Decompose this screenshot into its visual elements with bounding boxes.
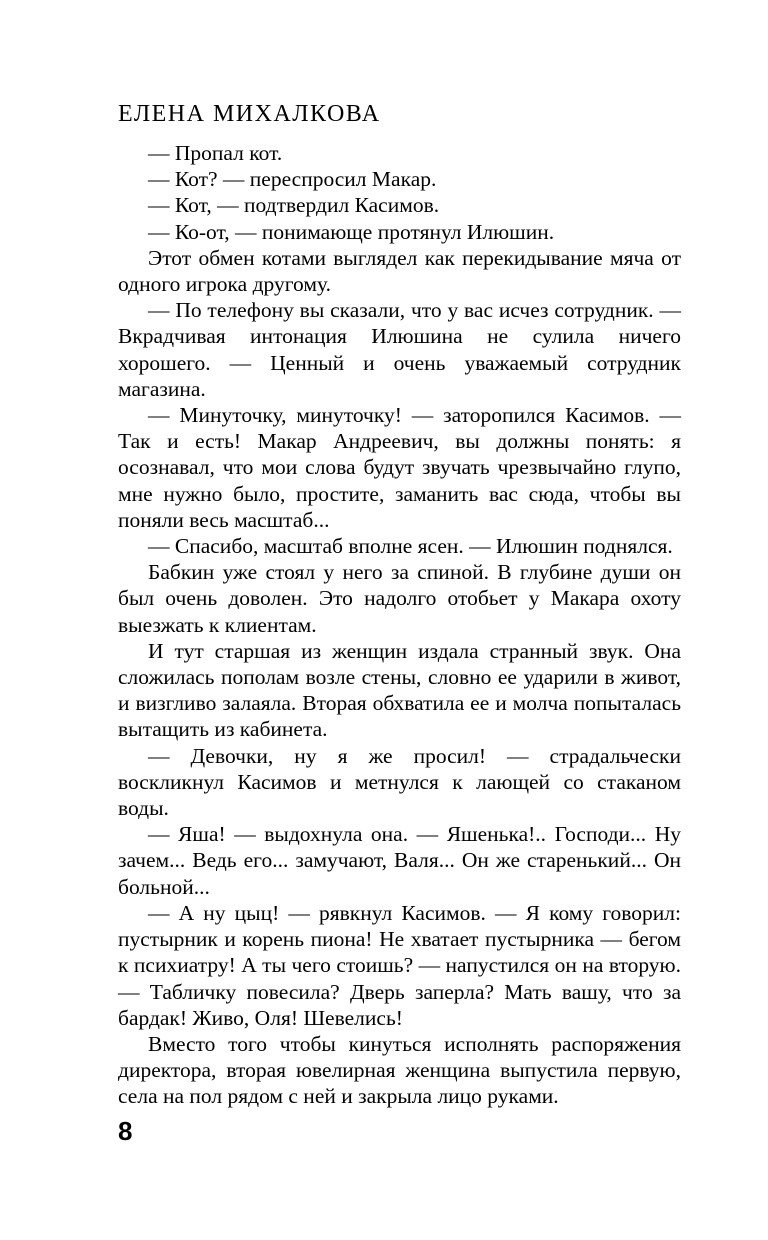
paragraph: — Спасибо, масштаб вполне ясен. — Илюшин поднялся. [148,534,673,559]
paragraph: — Пропал кот. [148,141,283,165]
paragraph: — Минуточку, минуточку! — заторопился Касимов. — Так и есть! Макар Андреевич, вы должны понять: я осознавал, что мои слова будут звучать чрезвычайно глупо, мне нужно было, простите, заманить вас сюда, чтобы вы поняли весь масштаб... [118,403,681,532]
paragraph: Вместо того чтобы кинуться исполнять распоряжения директора, вторая ювелирная женщина выпустила первую, села на пол рядом с ней и закрыла лицо руками. [118,1031,681,1109]
paragraph: Бабкин уже стоял у него за спиной. В глубине души он был очень доволен. Это надолго отобьет у Макара охоту выезжать к клиентам. [118,560,681,637]
paragraph: — Девочки, ну я же просил! — страдальчески воскликнул Касимов и метнулся к лающей со стаканом воды. [118,743,681,821]
paragraph: — Ко-от, — понимающе протянул Илюшин. [148,219,555,244]
paragraph: — Яша! — выдохнула она. — Яшенька!.. Господи... Ну зачем... Ведь его... замучают, Валя... Он же старенький... Он больной... [118,822,681,899]
paragraph: — Кот, — подтвердил Касимов. [148,193,440,218]
paragraph: — А ну цыц! — рявкнул Касимов. — Я кому говорил: пустырник и корень пиона! Не хватает пустырника — бегом к психиатру! А ты чего стоишь? — напустился он на вторую. — Табличку повесила? Дверь заперла? Мать вашу, что за бардак! Живо, Оля! Шевелись! [118,900,681,1030]
paragraph: — Кот? — переспросил Макар. [148,167,437,192]
paragraph: И тут старшая из женщин издала странный звук. Она сложилась пополам возле стены, словно ее ударили в живот, и визгливо залаяла. Вторая обхватила ее и молча попыталась вытащить из кабинета. [118,638,681,742]
paragraph: Этот обмен котами выглядел как перекидывание мяча от одного игрока другому. [118,245,681,297]
body-text [118,140,681,1110]
paragraph: — По телефону вы сказали, что у вас исчез сотрудник. — Вкрадчивая интонация Илюшина не сулила ничего хорошего. — Ценный и очень уважаемый сотрудник магазина. [118,298,681,401]
page-number: 8 [118,1116,133,1146]
running-header-author: ЕЛЕНА МИХАЛКОВА [118,101,381,127]
